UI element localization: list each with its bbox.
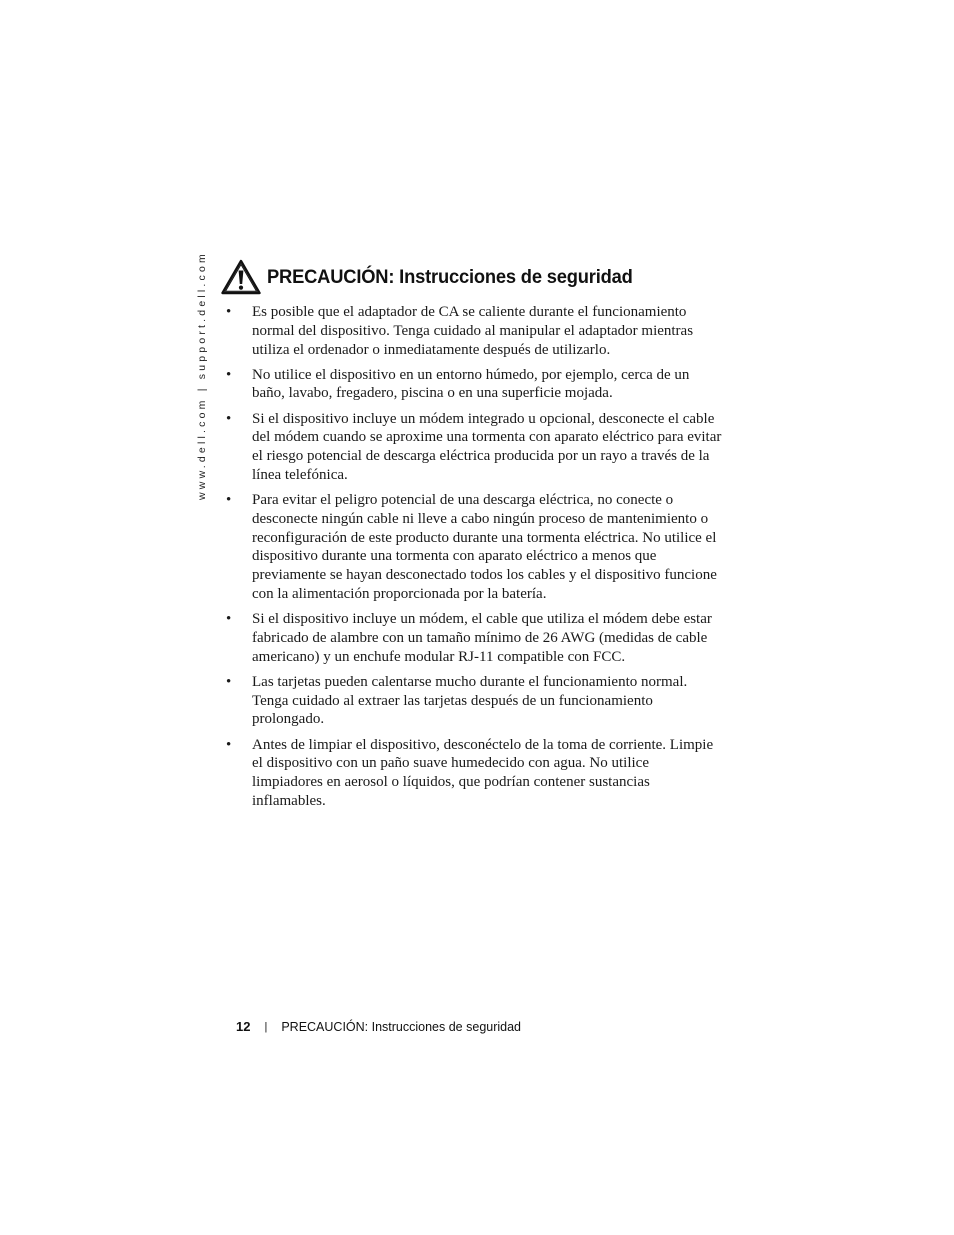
bullet: • (226, 492, 232, 509)
bullet: • (226, 736, 232, 753)
list-item (226, 410, 722, 485)
list-item (226, 366, 722, 404)
bullet: • (226, 304, 232, 320)
list-item-text: Es posible que el adaptador de CA se caliente durante el funcionamiento normal del dispositivo. Tenga cuidado al manipular el adaptador mientras utiliza el ordenador o inmediatamente después de utilizarlo. (252, 304, 694, 358)
warning-triangle-icon (221, 259, 261, 295)
page-footer (236, 1019, 521, 1034)
sidebar-url: www.dell.com | support.dell.com (196, 251, 208, 500)
footer-section-title: PRECAUCIÓN: Instrucciones de seguridad (281, 1019, 522, 1034)
list-item-text: Si el dispositivo incluye un módem, el cable que utiliza el módem debe estar fabricado de alambre con un tamaño mínimo de 26 AWG (medidas de cable americano) y un enchufe modular RJ-11 compatible con FCC. (252, 611, 712, 665)
list-item (226, 610, 722, 666)
footer-separator: | (264, 1020, 268, 1033)
list-item-text: Antes de limpiar el dispositivo, desconéctelo de la toma de corriente. Limpie el dispositivo con un paño suave humedecido con agua. No utilice limpiadores en aerosol o líquidos, que podrían contener sustancias inflamables. (252, 736, 714, 809)
list-item (226, 736, 722, 811)
page-title: PRECAUCIÓN: Instrucciones de seguridad (267, 265, 633, 288)
bullet: • (226, 366, 232, 383)
list-item-text: Si el dispositivo incluye un módem integrado u opcional, desconecte el cable del módem cuando se aproxime una tormenta con aparato eléctrico para evitar el riesgo potencial de descarga eléctrica producida por un rayo a través de la línea telefónica. (252, 410, 722, 483)
safety-instructions-list (226, 303, 722, 817)
list-item-text: No utilice el dispositivo en un entorno húmedo, por ejemplo, cerca de un baño, lavabo, fregadero, piscina o en una superficie mojada. (252, 366, 690, 402)
bullet: • (226, 673, 232, 690)
bullet: • (226, 410, 232, 427)
list-item-text: Las tarjetas pueden calentarse mucho durante el funcionamiento normal. Tenga cuidado al extraer las tarjetas después de un funcionamiento prolongado. (252, 673, 688, 728)
list-item (226, 303, 722, 359)
page-heading (221, 257, 656, 297)
list-item (226, 491, 722, 604)
list-item (226, 673, 722, 729)
bullet: • (226, 611, 232, 628)
list-item-text: Para evitar el peligro potencial de una descarga eléctrica, no conecte o desconecte ningún cable ni lleve a cabo ningún proceso de mantenimiento o reconfiguración de este producto durante una tormenta eléctrica. No utilice el dispositivo durante una tormenta con aparato eléctrico a menos que previamente se hayan desconectado todos los cables y el dispositivo funcione con la alimentación proporcionada por la batería. (252, 492, 717, 603)
page-number: 12 (236, 1019, 251, 1034)
